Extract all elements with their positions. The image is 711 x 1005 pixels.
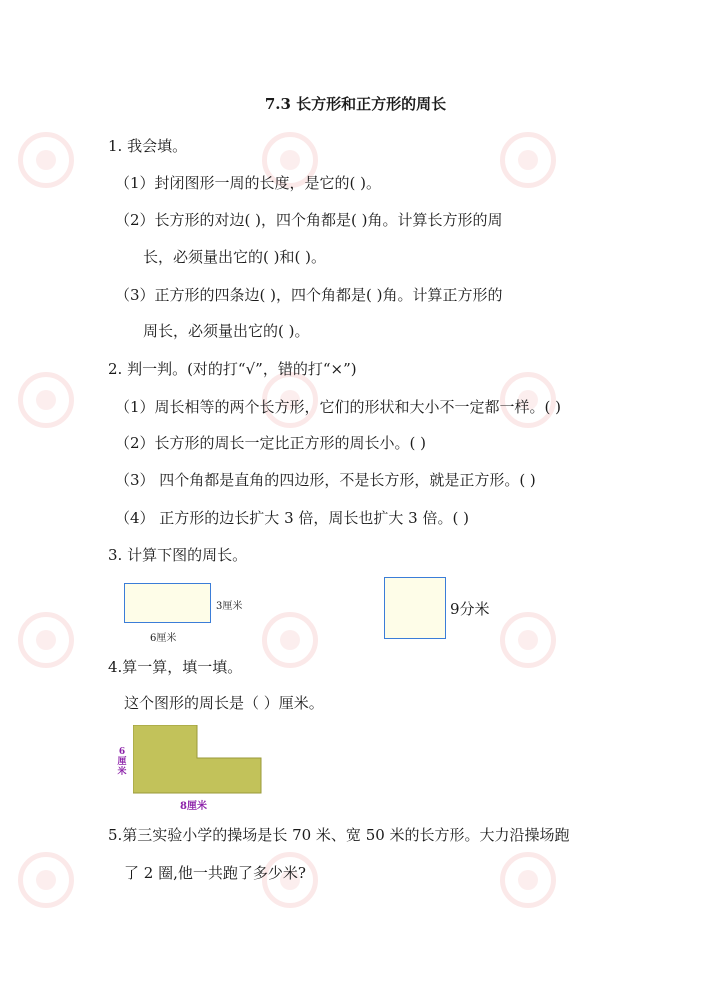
question-1-heading: 1. 我会填。 — [108, 137, 188, 155]
question-4-heading: 4.算一算，填一填。 — [108, 658, 243, 676]
rectangle-length-label: 6厘米 — [150, 633, 177, 644]
question-2-item-4: （4） 正方形的边长扩大 3 倍，周长也扩大 3 倍。( ) — [115, 509, 469, 527]
l-shape-figure — [133, 725, 263, 795]
question-2-item-2: （2）长方形的周长一定比正方形的周长小。( ) — [115, 434, 427, 452]
question-3-heading: 3. 计算下图的周长。 — [108, 546, 248, 564]
question-5-line-1: 5.第三实验小学的操场是长 70 米、宽 50 米的长方形。大力沿操场跑 — [108, 826, 570, 844]
question-5-line-2: 了 2 圈,他一共跑了多少米? — [124, 864, 306, 882]
question-2-item-1: （1）周长相等的两个长方形，它们的形状和大小不一定都一样。( ) — [115, 398, 562, 416]
question-1-item-3-cont: 周长，必须量出它的( )。 — [143, 322, 310, 340]
question-2-item-3: （3） 四个角都是直角的四边形，不是长方形，就是正方形。( ) — [115, 471, 536, 489]
square-side-label: 9分米 — [450, 600, 490, 618]
l-shape-height-label: 6厘米 — [117, 747, 127, 777]
rectangle-figure — [124, 583, 211, 623]
question-1-item-3: （3）正方形的四条边( )，四个角都是( )角。计算正方形的 — [115, 286, 503, 304]
question-2-heading: 2. 判一判。(对的打“√”，错的打“×”) — [108, 360, 357, 378]
l-shape-width-label: 8厘米 — [180, 801, 207, 812]
question-1-item-2: （2）长方形的对边( )，四个角都是( )角。计算长方形的周 — [115, 211, 503, 229]
question-4-text: 这个图形的周长是（ ）厘米。 — [124, 694, 324, 712]
worksheet-title: 7.3 长方形和正方形的周长 — [264, 95, 447, 113]
question-1-item-2-cont: 长，必须量出它的( )和( )。 — [143, 248, 326, 266]
rectangle-width-label: 3厘米 — [216, 601, 243, 612]
square-figure — [384, 577, 446, 639]
question-1-item-1: （1）封闭图形一周的长度，是它的( )。 — [115, 174, 382, 192]
